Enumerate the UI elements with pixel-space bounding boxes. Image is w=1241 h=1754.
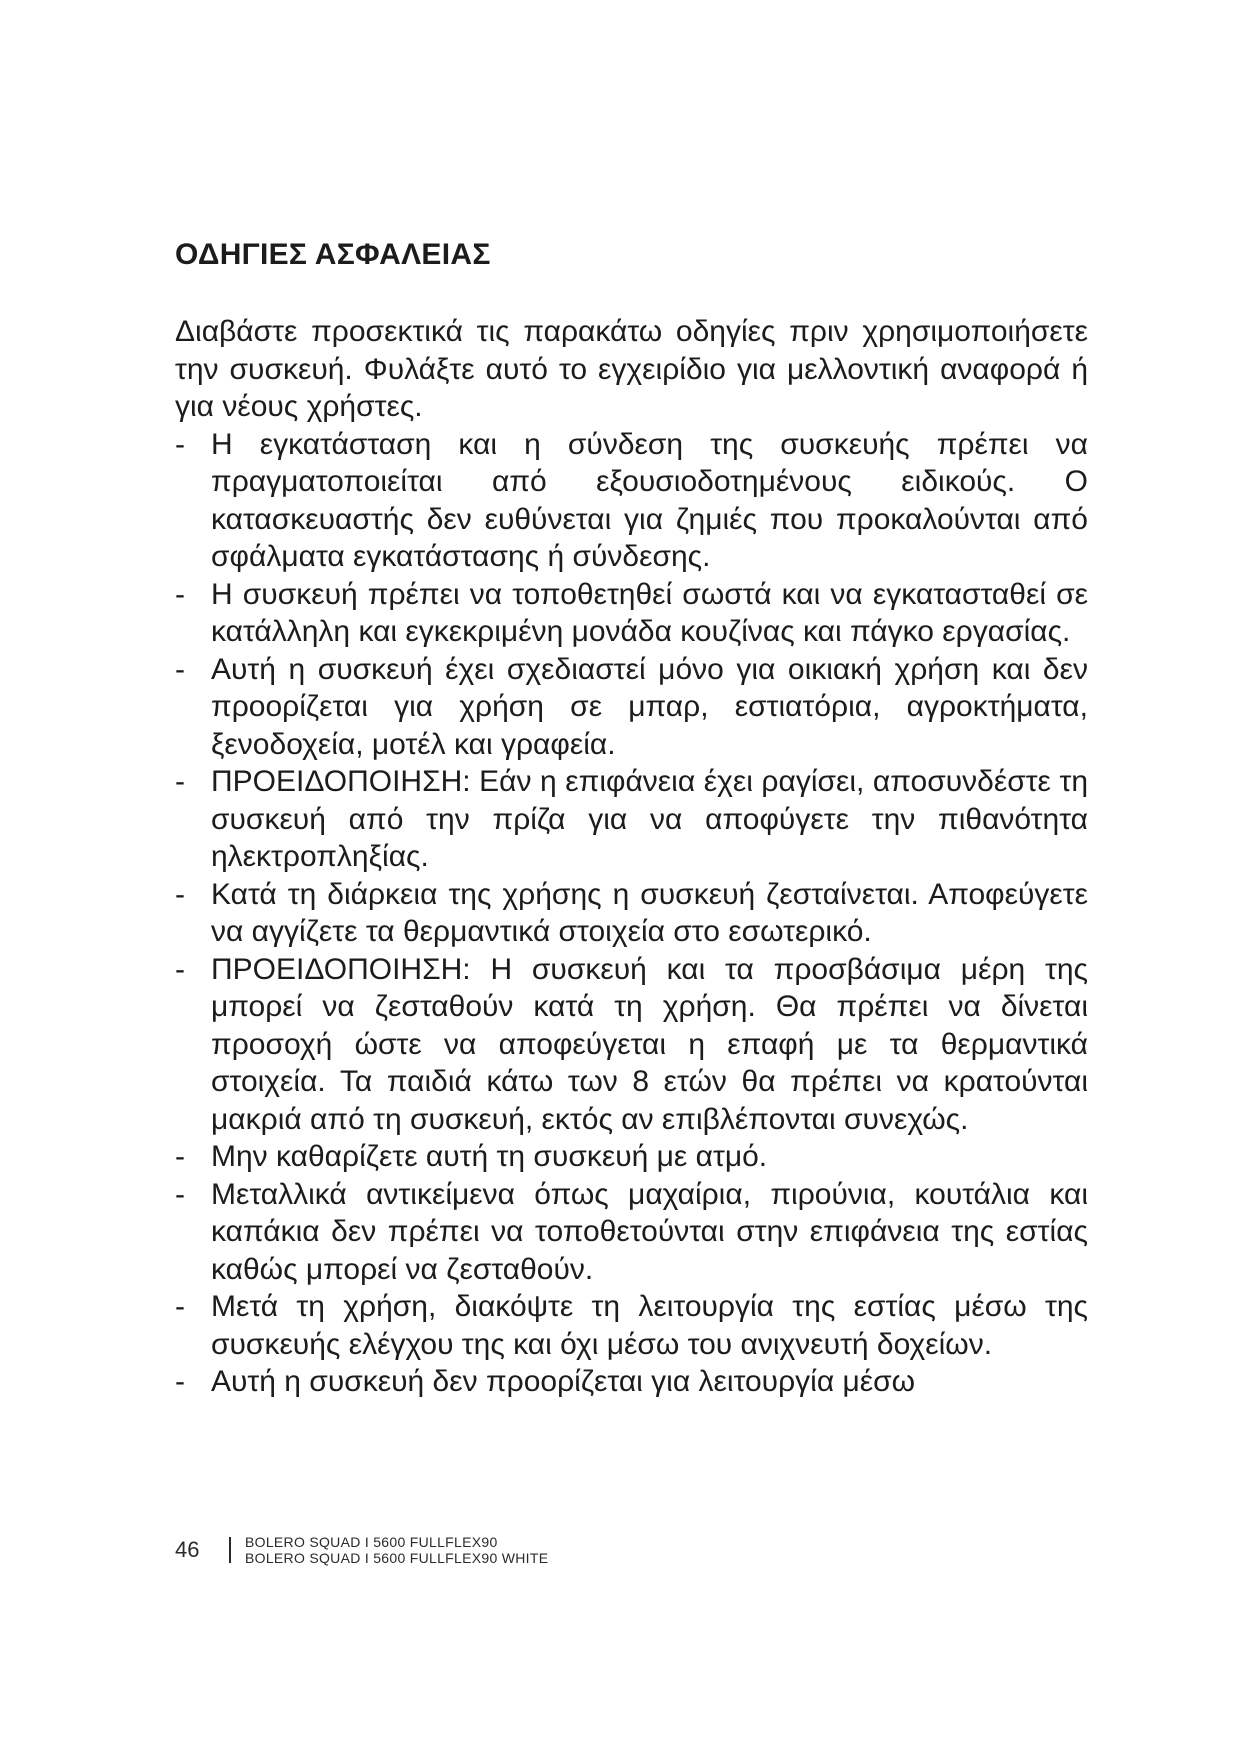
list-item-text: Κατά τη διάρκεια της χρήσης η συσκευή ζεσταίνεται. Αποφεύγετε να αγγίζετε τα θερμαντικά στοιχεία στο εσωτερικό.	[211, 877, 1088, 948]
list-item-text: Μην καθαρίζετε αυτή τη συσκευή με ατμό.	[211, 1140, 768, 1173]
footer-divider	[229, 1537, 231, 1563]
list-item	[175, 576, 1088, 651]
list-item-text: Η εγκατάσταση και η σύνδεση της συσκευής πρέπει να πραγματοποιείται από εξουσιοδοτημένους ειδικούς. Ο κατασκευαστής δεν ευθύνεται για ζημιές που προκαλούνται από σφάλματα εγκατάστασης ή σύνδεσης.	[211, 427, 1088, 573]
bullet-dash: -	[175, 652, 185, 686]
list-item-text: Μεταλλικά αντικείμενα όπως μαχαίρια, πιρούνια, κουτάλια και καπάκια δεν πρέπει να τοποθετούνται στην επιφάνεια της εστίας καθώς μπορεί να ζεσταθούν.	[211, 1177, 1088, 1286]
bullet-dash: -	[175, 1140, 185, 1173]
page-number: 46	[175, 1537, 200, 1562]
list-item	[175, 951, 1088, 1139]
model-line-2: BOLERO SQUAD I 5600 FULLFLEX90 WHITE	[245, 1550, 549, 1566]
model-line-1: BOLERO SQUAD I 5600 FULLFLEX90	[245, 1534, 498, 1550]
list-item-text: Μετά τη χρήση, διακόψτε τη λειτουργία της εστίας μέσω της συσκευής ελέγχου της και όχι μέσω του ανιχνευτή δοχείων.	[211, 1290, 1088, 1361]
list-item	[175, 651, 1088, 764]
list-item	[175, 426, 1088, 576]
list-item	[175, 1363, 1088, 1401]
list-item	[175, 763, 1088, 876]
bullet-dash: -	[175, 765, 185, 798]
list-item-text: ΠΡΟΕΙΔΟΠΟΙΗΣΗ: Η συσκευή και τα προσβάσιμα μέρη της μπορεί να ζεσταθούν κατά τη χρήση. Θα πρέπει να δίνεται προσοχή ώστε να αποφεύγεται η επαφή με τα θερμαντικά στοιχεία. Τα παιδιά κάτω των 8 ετών θα πρέπει να κρατούνται μακριά από τη συσκευή, εκτός αν επιβλέπονται συνεχώς.	[211, 952, 1088, 1136]
list-item-text: Αυτή η συσκευή δεν προορίζεται για λειτουργία μέσω	[211, 1365, 916, 1398]
intro-paragraph: Διαβάστε προσεκτικά τις παρακάτω οδηγίες πριν χρησιμοποιήσετε την συσκευή. Φυλάξτε αυτό το εγχειρίδιο για μελλοντική αναφορά ή για νέους χρήστες.	[175, 315, 1088, 423]
section-title: ΟΔΗΓΙΕΣ ΑΣΦΑΛΕΙΑΣ	[175, 238, 491, 271]
bullet-dash: -	[175, 1177, 185, 1211]
list-item	[175, 1138, 1088, 1176]
model-names	[245, 1534, 548, 1566]
bullet-dash: -	[175, 427, 185, 461]
list-item-text: ΠΡΟΕΙΔΟΠΟΙΗΣΗ: Εάν η επιφάνεια έχει ραγίσει, αποσυνδέστε τη συσκευή από την πρίζα για να αποφύγετε την πιθανότητα ηλεκτροπληξίας.	[211, 765, 1088, 873]
list-item	[175, 1176, 1088, 1289]
bullet-dash: -	[175, 877, 185, 911]
safety-instructions-body	[175, 313, 1088, 1401]
bullet-dash: -	[175, 1365, 185, 1398]
safety-list	[175, 426, 1088, 1401]
list-item	[175, 1288, 1088, 1363]
page-footer	[175, 1530, 548, 1570]
list-item-text: Αυτή η συσκευή έχει σχεδιαστεί μόνο για οικιακή χρήση και δεν προορίζεται για χρήση σε μπαρ, εστιατόρια, αγροκτήματα, ξενοδοχεία, μοτέλ και γραφεία.	[211, 652, 1088, 761]
list-item-text: Η συσκευή πρέπει να τοποθετηθεί σωστά και να εγκατασταθεί σε κατάλληλη και εγκεκριμένη μονάδα κουζίνας και πάγκο εργασίας.	[211, 577, 1088, 648]
list-item	[175, 876, 1088, 951]
bullet-dash: -	[175, 577, 185, 611]
bullet-dash: -	[175, 952, 185, 986]
bullet-dash: -	[175, 1290, 185, 1323]
